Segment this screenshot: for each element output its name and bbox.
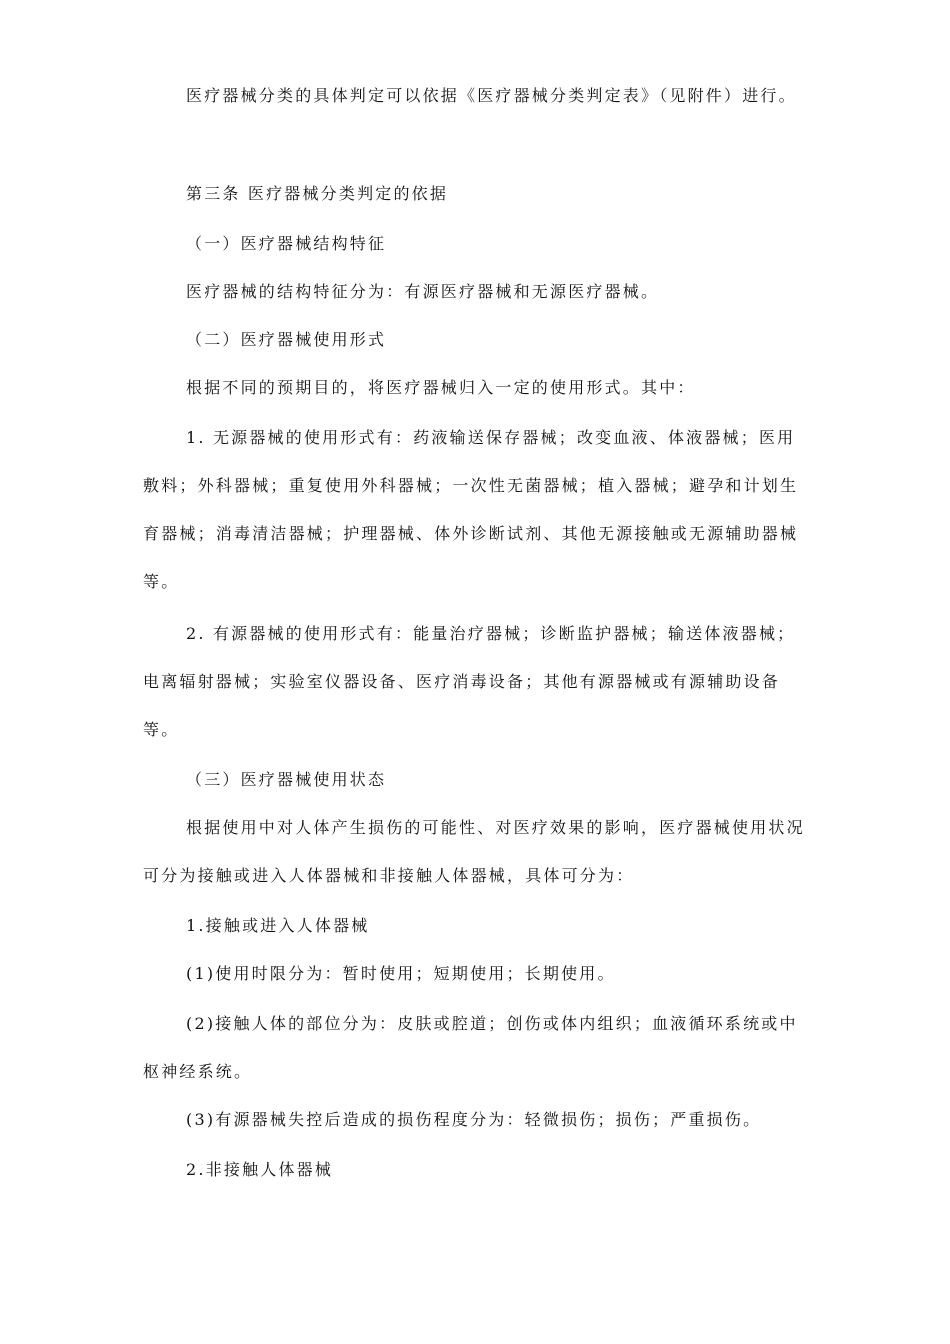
paragraph-passive-devices: 1. 无源器械的使用形式有：药液输送保存器械；改变血液、体液器械；医用敷料；外科器械；重复使用外科器械；一次性无菌器械；植入器械；避孕和计划生育器械；消毒清洁器械；护理器械、体外诊断试剂、其他无源接触或无源辅助器械等。 — [143, 428, 799, 591]
paragraph-usage-state: 根据使用中对人体产生损伤的可能性、对医疗效果的影响，医疗器械使用状况可分为接触或进入人体器械和非接触人体器械，具体可分为： — [143, 818, 805, 885]
section-heading-usage-state: （三）医疗器械使用状态 — [186, 770, 387, 789]
item-non-contact-devices: 2.非接触人体器械 — [186, 1160, 334, 1179]
item-contact-devices: 1.接触或进入人体器械 — [186, 916, 370, 935]
paragraph-active-devices: 2. 有源器械的使用形式有：能量治疗器械；诊断监护器械；输送体液器械；电离辐射器械；实验室仪器设备、医疗消毒设备；其他有源器械或有源辅助设备等。 — [143, 624, 796, 739]
section-heading-structure: （一）医疗器械结构特征 — [186, 234, 387, 253]
item-contact-site: (2)接触人体的部位分为：皮肤或腔道；创伤或体内组织；血液循环系统或中枢神经系统。 — [143, 1014, 798, 1081]
article-heading: 第三条 医疗器械分类判定的依据 — [186, 184, 449, 203]
item-duration: (1)使用时限分为：暂时使用；短期使用；长期使用。 — [186, 964, 616, 983]
item-injury-degree: (3)有源器械失控后造成的损伤程度分为：轻微损伤；损伤；严重损伤。 — [186, 1110, 762, 1129]
paragraph-usage-form-intro: 根据不同的预期目的，将医疗器械归入一定的使用形式。其中： — [186, 378, 696, 397]
paragraph-structure: 医疗器械的结构特征分为：有源医疗器械和无源医疗器械。 — [186, 282, 660, 301]
paragraph-classification-basis: 医疗器械分类的具体判定可以依据《医疗器械分类判定表》（见附件）进行。 — [186, 86, 797, 105]
section-heading-usage-form: （二）医疗器械使用形式 — [186, 330, 387, 349]
